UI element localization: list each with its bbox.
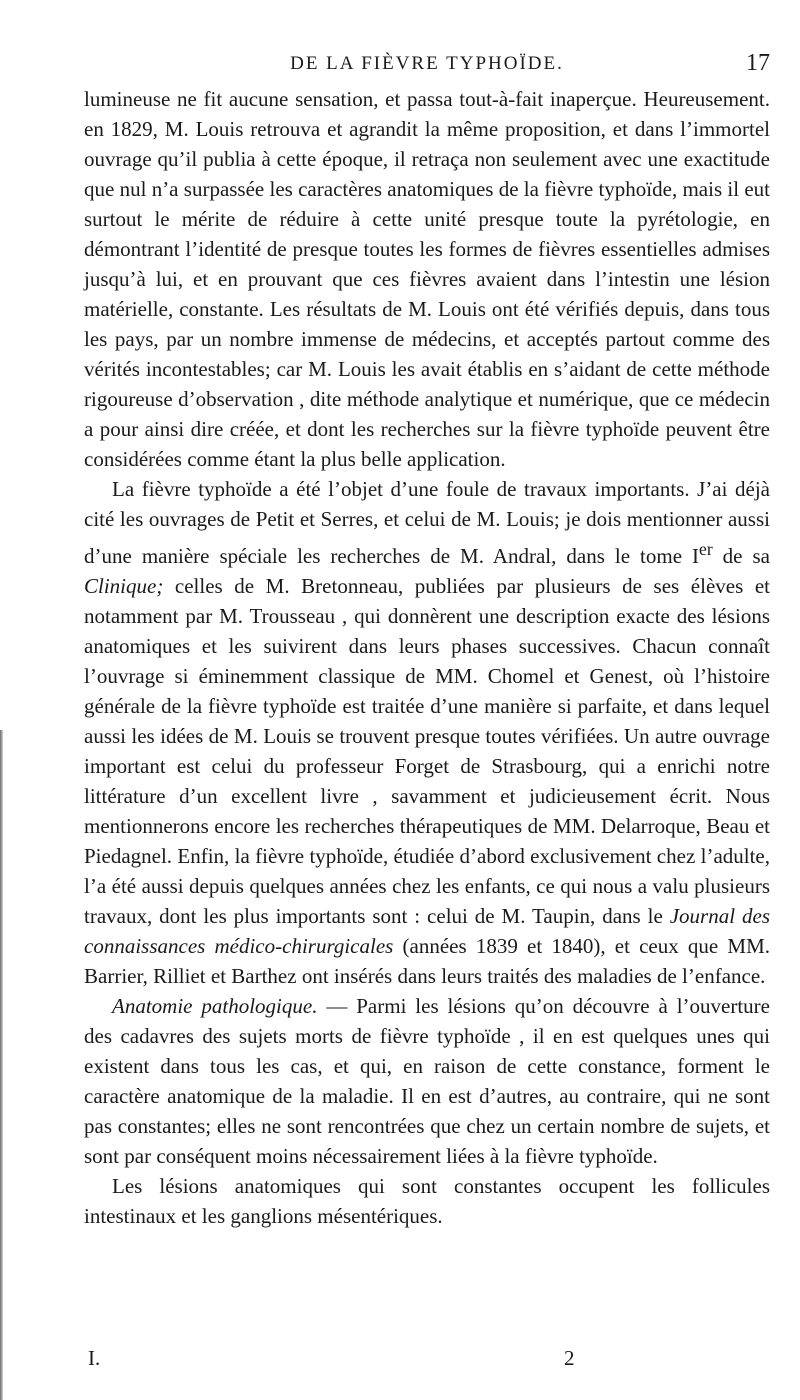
body-text	[84, 84, 770, 1231]
text-run: de sa	[712, 544, 770, 568]
text-run: — Parmi les lésions qu’on découvre à l’ouverture des cadavres des sujets morts de fièvre typhoïde , il en est quelques unes qui existent dans tous les cas, et qui, en raison de cette constance, forment le caractère anatomique de la maladie. Il en est d’autres, au contraire, qui ne sont pas constantes; elles ne sont rencontrées que chez un certain nombre de sujets, et sont par conséquent moins nécessairement liées à la fièvre typhoïde.	[84, 994, 770, 1168]
page-number: 17	[746, 50, 770, 76]
text-run: celles de M. Bretonneau, publiées par plusieurs de ses élèves et notamment par M. Trousseau , qui donnèrent une description exacte des lésions anatomiques et les suivirent dans leurs phases successives. Chacun connaît l’ouvrage si éminemment classique de MM. Chomel et Genest, où l’histoire générale de la fièvre typhoïde est traitée d’une manière si parfaite, et dans lequel aussi les idées de M. Louis se trouvent presque toutes vérifiées. Un autre ouvrage important est celui du professeur Forget de Strasbourg, qui a enrichi notre littérature d’un excellent livre , savamment et judicieusement écrit. Nous mentionnerons encore les recherches thérapeutiques de MM. Delarroque, Beau et Piedagnel. Enfin, la fièvre typhoïde, étudiée d’abord exclusivement chez l’adulte, l’a été aussi depuis quelques années chez les enfants, ce qui nous a valu plusieurs travaux, dont les plus importants sont : celui de M. Taupin, dans le	[84, 574, 770, 928]
section-heading: Anatomie pathologique.	[112, 994, 318, 1018]
title-journal: Journal des connaissances médico-chirurgicales	[84, 904, 770, 958]
paragraph-lesions: Les lésions anatomiques qui sont constantes occupent les follicules intestinaux et les ganglions mésentériques.	[84, 1174, 770, 1228]
sheet-number: 2	[564, 1346, 575, 1370]
page-edge-shadow	[0, 730, 3, 1400]
page-footer	[84, 1346, 770, 1376]
paragraph-literature	[84, 474, 770, 991]
running-title: DE LA FIÈVRE TYPHOÏDE.	[290, 53, 564, 74]
signature-mark: I.	[88, 1346, 101, 1370]
title-clinique: Clinique;	[84, 574, 164, 598]
paragraph-continued: lumineuse ne fit aucune sensation, et passa tout-à-fait inaperçue. Heureusement. en 1829, M. Louis retrouva et agrandit la même proposition, et dans l’immortel ouvrage qu’il publia à cette époque, il retraça non seulement avec une exactitude que nul n’a surpassée les caractères anatomiques de la fièvre typhoïde, mais il eut surtout le mérite de réduire à cette unité presque toute la pyrétologie, en démontrant l’identité de presque toutes les formes de fièvres essentielles admises jusqu’à lui, et en prouvant que ces fièvres avaient dans l’intestin une lésion matérielle, constante. Les résultats de M. Louis ont été vérifiés depuis, dans tous les pays, par un nombre immense de médecins, et acceptés partout comme des vérités incontestables; car M. Louis les avait établis en s’aidant de cette méthode rigoureuse d’observation , dite méthode analytique et numérique, que ce médecin a pour ainsi dire créée, et dont les recherches sur la fièvre typhoïde peuvent être considérées comme étant la plus belle application.	[84, 87, 770, 471]
text-run: La fièvre typhoïde a été l’objet d’une foule de travaux importants. J’ai déjà cité les ouvrages de Petit et Serres, et celui de M. Louis; je dois mentionner aussi d’une manière spéciale les recherches de M. Andral, dans le tome I	[84, 477, 770, 568]
running-head	[84, 50, 770, 80]
text-run: (années 1839 et 1840), et ceux que MM. Barrier, Rilliet et Barthez ont insérés dans leurs traités des maladies de l’enfance.	[84, 934, 770, 988]
superscript: er	[699, 539, 713, 559]
paragraph-anatomy	[84, 991, 770, 1171]
